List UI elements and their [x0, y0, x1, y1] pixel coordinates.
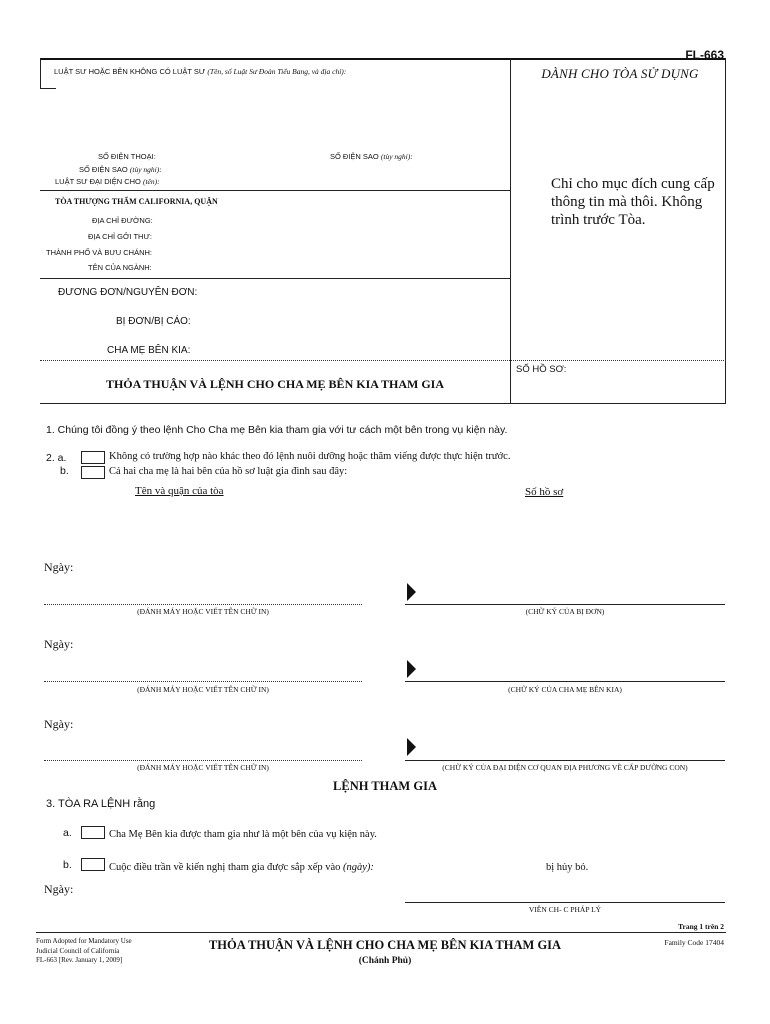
street-label: ĐỊA CHỈ ĐƯỜNG:: [92, 216, 153, 225]
section2a-marker: 2. a.: [46, 452, 67, 464]
attorney-name-address-field[interactable]: [58, 80, 498, 140]
left-tick-bar: [40, 88, 56, 89]
court-name-field[interactable]: [60, 503, 480, 543]
signature2-date-field[interactable]: [80, 635, 280, 649]
court-section-bottom: [40, 278, 510, 279]
order-a-text: Cha Mẹ Bên kia được tham gia như là một bên của vụ kiện này.: [109, 829, 377, 840]
sign-here-arrow-icon: [407, 583, 416, 601]
mailing-label: ĐỊA CHỈ GỞI THƯ:: [88, 232, 152, 241]
signature1-name-line: [44, 604, 362, 605]
order-b-suffix: bị hủy bỏ.: [546, 862, 589, 873]
officer-caption: VIÊN CH- C PHÁP LÝ: [528, 905, 602, 914]
email-label: [79, 165, 162, 174]
attorney-label: [54, 67, 346, 76]
signature3-name-line: [44, 760, 362, 761]
signature3-date-field[interactable]: [80, 715, 280, 729]
street-field[interactable]: [160, 213, 500, 227]
fax-label-text: SỐ ĐIỆN SAO: [330, 152, 379, 161]
info-note: Chỉ cho mục đích cung cấp thông tin mà thôi. Không trình trước Tòa.: [551, 176, 715, 228]
header-right-border: [725, 58, 726, 403]
order-b-text-hint: (ngày):: [343, 862, 374, 873]
other-parent-field[interactable]: [200, 342, 500, 356]
signature1-date-field[interactable]: [80, 558, 280, 572]
form-number: FL-663: [685, 48, 724, 62]
sign-here-arrow-icon: [407, 660, 416, 678]
footer-adopted-line2: Judicial Council of California: [36, 946, 120, 955]
hearing-date-field[interactable]: [400, 859, 535, 873]
order-date-label: Ngày:: [44, 882, 74, 896]
signature1-sign-field[interactable]: [420, 586, 720, 604]
branch-field[interactable]: [160, 260, 500, 274]
officer-sign-field[interactable]: [420, 884, 720, 902]
signature1-name-field[interactable]: [44, 588, 362, 602]
header-top-line: [40, 58, 726, 60]
footer-line: [36, 932, 726, 933]
city-zip-label: THÀNH PHỐ VÀ BƯU CHÁNH:: [46, 248, 152, 257]
attorney-for-label: [55, 177, 160, 186]
case-number-field[interactable]: [516, 378, 721, 398]
footer-adopted-line3: FL-663 [Rev. January 1, 2009]: [36, 956, 123, 964]
petitioner-field[interactable]: [200, 284, 500, 298]
attorney-for-label-text: LUẬT SƯ ĐẠI DIỆN CHO: [55, 177, 141, 186]
attorney-label-text: LUẬT SƯ HOẶC BÊN KHÔNG CÓ LUẬT SƯ: [54, 67, 206, 76]
officer-sign-line: [405, 902, 725, 903]
order-a-marker: a.: [63, 827, 72, 839]
signature2-name-line: [44, 681, 362, 682]
signature3-sign-field[interactable]: [420, 742, 720, 760]
order-b-checkbox[interactable]: [81, 858, 105, 871]
order-b-marker: b.: [63, 859, 72, 871]
signature3-sign-line: [405, 760, 725, 761]
signature3-name-field[interactable]: [44, 744, 362, 758]
attorney-hint: (Tên, số Luật Sư Đoàn Tiểu Bang, và địa chỉ):: [207, 67, 347, 76]
header-divider: [510, 58, 511, 403]
footer-title: THỎA THUẬN VÀ LỆNH CHO CHA MẸ BÊN KIA THAM GIA: [208, 938, 562, 952]
parties-section-bottom: [40, 360, 726, 361]
respondent-label: BỊ ĐƠN/BỊ CÁO:: [116, 316, 191, 327]
signature3-sign-caption: (CHỮ KÝ CỦA ĐẠI DIỆN CƠ QUAN ĐỊA PHƯƠNG VỀ CẤP DƯỠNG CON): [442, 763, 688, 772]
order-title: LỆNH THAM GIA: [333, 779, 437, 793]
branch-label: TÊN CỦA NGÀNH:: [88, 263, 152, 272]
court-title: TÒA THƯỢNG THẨM CALIFORNIA, QUẬN: [55, 197, 218, 206]
fax-field[interactable]: [415, 149, 505, 163]
section1-text: 1. Chúng tôi đồng ý theo lệnh Cho Cha mẹ Bên kia tham gia với tư cách một bên trong vụ kiện này.: [46, 424, 508, 436]
footer-adopted-line1: Form Adopted for Mandatory Use: [36, 937, 132, 945]
signature1-sign-caption: (CHỮ KÝ CỦA BỊ ĐƠN): [525, 607, 605, 616]
prior-case-number-field[interactable]: [500, 503, 720, 543]
order-b-text-prefix: Cuộc điều trần về kiến nghị tham gia được sắp xếp vào: [109, 862, 341, 873]
left-tick: [40, 58, 41, 88]
footer-subtitle: (Chánh Phủ): [358, 956, 412, 966]
city-zip-field[interactable]: [160, 245, 500, 259]
section2b-text: Cả hai cha mẹ là hai bên của hồ sơ luật gia đình sau đây:: [109, 466, 348, 477]
other-parent-label: CHA MẸ BÊN KIA:: [107, 345, 191, 356]
attorney-for-hint: (tên):: [142, 177, 160, 186]
sign-here-arrow-icon: [407, 738, 416, 756]
county-field[interactable]: [215, 194, 505, 208]
signature3-name-caption: (ĐÁNH MÁY HOẶC VIẾT TÊN CHỮ IN): [137, 763, 269, 772]
signature2-name-caption: (ĐÁNH MÁY HOẶC VIẾT TÊN CHỮ IN): [137, 685, 269, 694]
phone-label: SỐ ĐIỆN THOẠI:: [98, 152, 156, 161]
court-name-column-header: Tên và quận của tòa: [135, 485, 224, 497]
phone-field[interactable]: [160, 149, 320, 163]
order-b-text: [109, 862, 374, 873]
section2a-text: Không có trường hợp nào khác theo đó lệnh nuôi dưỡng hoặc thăm viếng được thực hiện trước.: [109, 451, 511, 462]
header-bottom-line: [40, 403, 726, 404]
signature2-name-field[interactable]: [44, 665, 362, 679]
section2b-checkbox[interactable]: [81, 466, 105, 479]
fax-label: [330, 152, 413, 161]
footer-code: Family Code 17404: [664, 938, 724, 947]
court-use-title: DÀNH CHO TÒA SỬ DỤNG: [541, 66, 699, 81]
case-number-column-header: Số hồ sơ: [525, 486, 564, 498]
email-hint: (tùy nghi):: [129, 165, 162, 174]
section2b-marker: b.: [60, 465, 69, 477]
page-number: Trang 1 trên 2: [678, 922, 724, 931]
case-number-label: SỐ HỒ SƠ:: [516, 364, 567, 375]
order-intro: 3. TÒA RA LỆNH rằng: [46, 798, 156, 810]
order-date-field[interactable]: [80, 880, 280, 894]
signature1-date-label: Ngày:: [44, 560, 74, 574]
signature3-date-label: Ngày:: [44, 717, 74, 731]
signature2-date-label: Ngày:: [44, 637, 74, 651]
petitioner-label: ĐƯƠNG ĐƠN/NGUYÊN ĐƠN:: [58, 287, 198, 298]
section2a-checkbox[interactable]: [81, 451, 105, 464]
signature2-sign-line: [405, 681, 725, 682]
order-a-checkbox[interactable]: [81, 826, 105, 839]
signature1-sign-line: [405, 604, 725, 605]
form-title: THỎA THUẬN VÀ LỆNH CHO CHA MẸ BÊN KIA THAM GIA: [105, 377, 445, 391]
signature2-sign-caption: (CHỮ KÝ CỦA CHA MẸ BÊN KIA): [508, 685, 622, 694]
mailing-field[interactable]: [160, 229, 500, 243]
respondent-field[interactable]: [200, 313, 500, 327]
attorney-for-field[interactable]: [160, 174, 500, 188]
attorney-section-bottom: [40, 190, 510, 191]
signature2-sign-field[interactable]: [420, 663, 720, 681]
signature1-name-caption: (ĐÁNH MÁY HOẶC VIẾT TÊN CHỮ IN): [137, 607, 269, 616]
fax-hint: (tùy nghi):: [380, 152, 413, 161]
email-label-text: SỐ ĐIỆN SAO: [79, 165, 128, 174]
